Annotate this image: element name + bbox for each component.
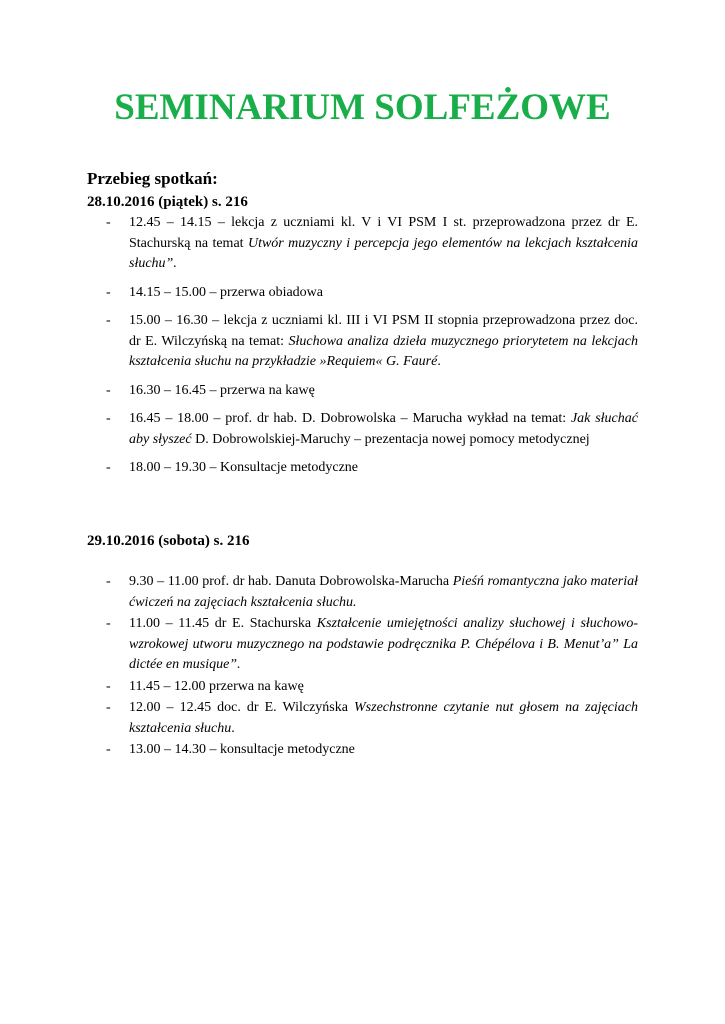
list-item [87,311,638,373]
list-item [87,381,638,402]
list-item [87,572,638,613]
list-item [87,698,638,739]
day-2-agenda-list [87,572,638,761]
bullet-dash: - [106,616,111,631]
list-item [87,677,638,698]
bullet-dash: - [106,284,111,300]
bullet-dash: - [106,700,111,715]
list-item-text: 16.30 – 16.45 – przerwa na kawę [129,382,315,398]
day-1-agenda-list [87,213,638,479]
bullet-dash: - [106,460,111,475]
list-item-text: 11.00 – 11.45 dr E. Stachurska Kształcenie umiejętności analizy słuchowej i słuchowo-wzrokowej utworu muzycznego na podstawie podręcznika P. Chépélova i B. Menut’a” La dictée en musique”. [129,616,638,672]
bullet-dash: - [106,411,111,426]
schedule-heading: Przebieg spotkań: [87,169,218,188]
list-item [87,213,638,275]
document-title: SEMINARIUM SOLFEŻOWE [114,87,611,128]
bullet-dash: - [106,574,111,589]
list-item-text: 11.45 – 12.00 przerwa na kawę [129,678,304,694]
bullet-dash: - [106,313,111,328]
list-item-text: 12.45 – 14.15 – lekcja z uczniami kl. V i VI PSM I st. przeprowadzona przez dr E. Stachurską na temat Utwór muzyczny i percepcja jego elementów na lekcjach kształcenia słuchu”. [129,215,638,271]
bullet-dash: - [106,742,111,757]
list-item [87,283,638,304]
day-1-heading: 28.10.2016 (piątek) s. 216 [87,194,248,210]
bullet-dash: - [106,678,111,694]
list-item-text: 15.00 – 16.30 – lekcja z uczniami kl. III i VI PSM II stopnia przeprowadzona przez doc. dr E. Wilczyńską na temat: Słuchowa analiza dzieła muzycznego priorytetem na lekcjach kształcenia słuchu na przykładzie »Requiem« G. Fauré. [129,313,638,369]
list-item-text: 13.00 – 14.30 – konsultacje metodyczne [129,742,355,757]
list-item-text: 14.15 – 15.00 – przerwa obiadowa [129,284,324,300]
list-item [87,458,638,479]
list-item [87,614,638,676]
list-item-text: 9.30 – 11.00 prof. dr hab. Danuta Dobrowolska-Marucha Pieśń romantyczna jako materiał ćwiczeń na zajęciach kształcenia słuchu. [129,574,638,610]
bullet-dash: - [106,382,111,398]
list-item-text: 12.00 – 12.45 doc. dr E. Wilczyńska Wszechstronne czytanie nut głosem na zajęciach kształcenia słuchu. [129,700,638,736]
day-2-heading: 29.10.2016 (sobota) s. 216 [87,533,250,549]
list-item [87,740,638,761]
list-item [87,409,638,450]
list-item-text: 16.45 – 18.00 – prof. dr hab. D. Dobrowolska – Marucha wykład na temat: Jak słuchać aby słyszeć D. Dobrowolskiej-Maruchy – prezentacja nowej pomocy metodycznej [129,411,638,447]
bullet-dash: - [106,215,111,230]
list-item-text: 18.00 – 19.30 – Konsultacje metodyczne [129,460,359,475]
